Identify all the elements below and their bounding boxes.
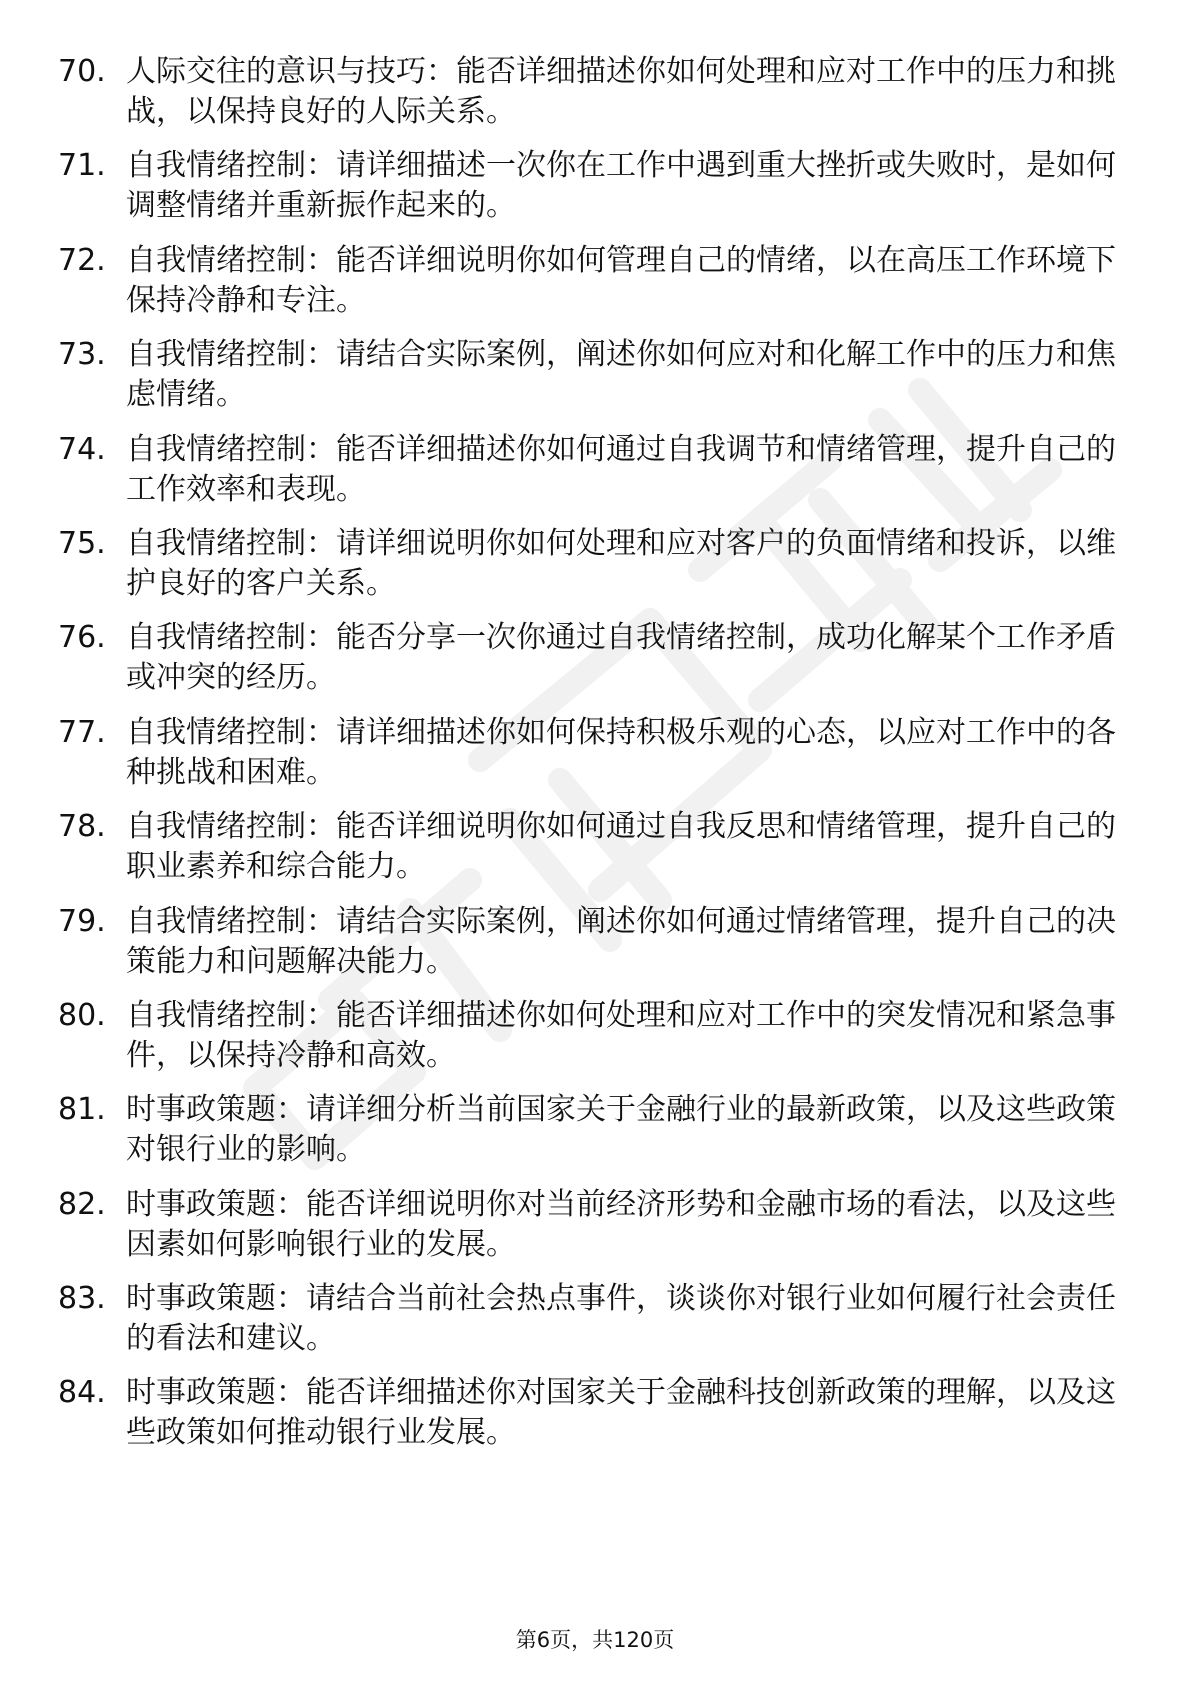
question-list bbox=[58, 52, 1118, 1468]
question-item bbox=[58, 996, 1118, 1076]
question-text: 时事政策题：能否详细描述你对国家关于金融科技创新政策的理解，以及这些政策如何推动银行业发展。 bbox=[126, 1375, 1116, 1451]
question-text: 自我情绪控制：能否详细描述你如何通过自我调节和情绪管理，提升自己的工作效率和表现。 bbox=[126, 431, 1116, 507]
question-item bbox=[58, 335, 1118, 415]
question-item bbox=[58, 52, 1118, 132]
question-number: 76. bbox=[58, 620, 106, 656]
question-text: 自我情绪控制：能否详细说明你如何管理自己的情绪，以在高压工作环境下保持冷静和专注。 bbox=[126, 242, 1116, 318]
question-text: 自我情绪控制：请详细描述你如何保持积极乐观的心态，以应对工作中的各种挑战和困难。 bbox=[126, 714, 1116, 790]
question-number: 77. bbox=[58, 714, 106, 750]
question-number: 71. bbox=[58, 148, 106, 184]
question-item bbox=[58, 618, 1118, 698]
question-number: 79. bbox=[58, 903, 106, 939]
question-number: 84. bbox=[58, 1375, 106, 1411]
question-text: 时事政策题：请详细分析当前国家关于金融行业的最新政策，以及这些政策对银行业的影响。 bbox=[126, 1092, 1116, 1168]
question-text: 自我情绪控制：能否分享一次你通过自我情绪控制，成功化解某个工作矛盾或冲突的经历。 bbox=[126, 620, 1116, 696]
question-item bbox=[58, 1373, 1118, 1453]
question-text: 自我情绪控制：请详细描述一次你在工作中遇到重大挫折或失败时，是如何调整情绪并重新振作起来的。 bbox=[126, 148, 1116, 224]
question-item bbox=[58, 430, 1118, 510]
page-footer: 第6页，共120页 bbox=[515, 1628, 675, 1652]
question-text: 自我情绪控制：请结合实际案例，阐述你如何通过情绪管理，提升自己的决策能力和问题解决能力。 bbox=[126, 903, 1116, 979]
question-item bbox=[58, 1279, 1118, 1359]
question-number: 75. bbox=[58, 525, 106, 561]
question-number: 72. bbox=[58, 242, 106, 278]
question-item bbox=[58, 1185, 1118, 1265]
question-number: 81. bbox=[58, 1092, 106, 1128]
question-item bbox=[58, 524, 1118, 604]
question-text: 时事政策题：能否详细说明你对当前经济形势和金融市场的看法，以及这些因素如何影响银行业的发展。 bbox=[126, 1186, 1116, 1262]
question-text: 自我情绪控制：能否详细说明你如何通过自我反思和情绪管理，提升自己的职业素养和综合能力。 bbox=[126, 809, 1116, 885]
question-item bbox=[58, 241, 1118, 321]
question-text: 时事政策题：请结合当前社会热点事件，谈谈你对银行业如何履行社会责任的看法和建议。 bbox=[126, 1281, 1116, 1357]
question-text: 自我情绪控制：请详细说明你如何处理和应对客户的负面情绪和投诉，以维护良好的客户关系。 bbox=[126, 525, 1116, 601]
question-text: 人际交往的意识与技巧：能否详细描述你如何处理和应对工作中的压力和挑战，以保持良好的人际关系。 bbox=[126, 54, 1116, 129]
question-number: 78. bbox=[58, 809, 106, 845]
question-item bbox=[58, 807, 1118, 887]
question-number: 73. bbox=[58, 337, 106, 373]
question-text: 自我情绪控制：能否详细描述你如何处理和应对工作中的突发情况和紧急事件，以保持冷静和高效。 bbox=[126, 997, 1116, 1073]
question-number: 80. bbox=[58, 997, 106, 1033]
question-item bbox=[58, 1090, 1118, 1170]
question-item bbox=[58, 902, 1118, 982]
question-number: 83. bbox=[58, 1281, 106, 1317]
question-number: 82. bbox=[58, 1186, 106, 1222]
question-text: 自我情绪控制：请结合实际案例，阐述你如何应对和化解工作中的压力和焦虑情绪。 bbox=[126, 337, 1116, 413]
question-number: 74. bbox=[58, 431, 106, 467]
question-item bbox=[58, 713, 1118, 793]
question-item bbox=[58, 146, 1118, 226]
question-number: 70. bbox=[58, 54, 106, 89]
